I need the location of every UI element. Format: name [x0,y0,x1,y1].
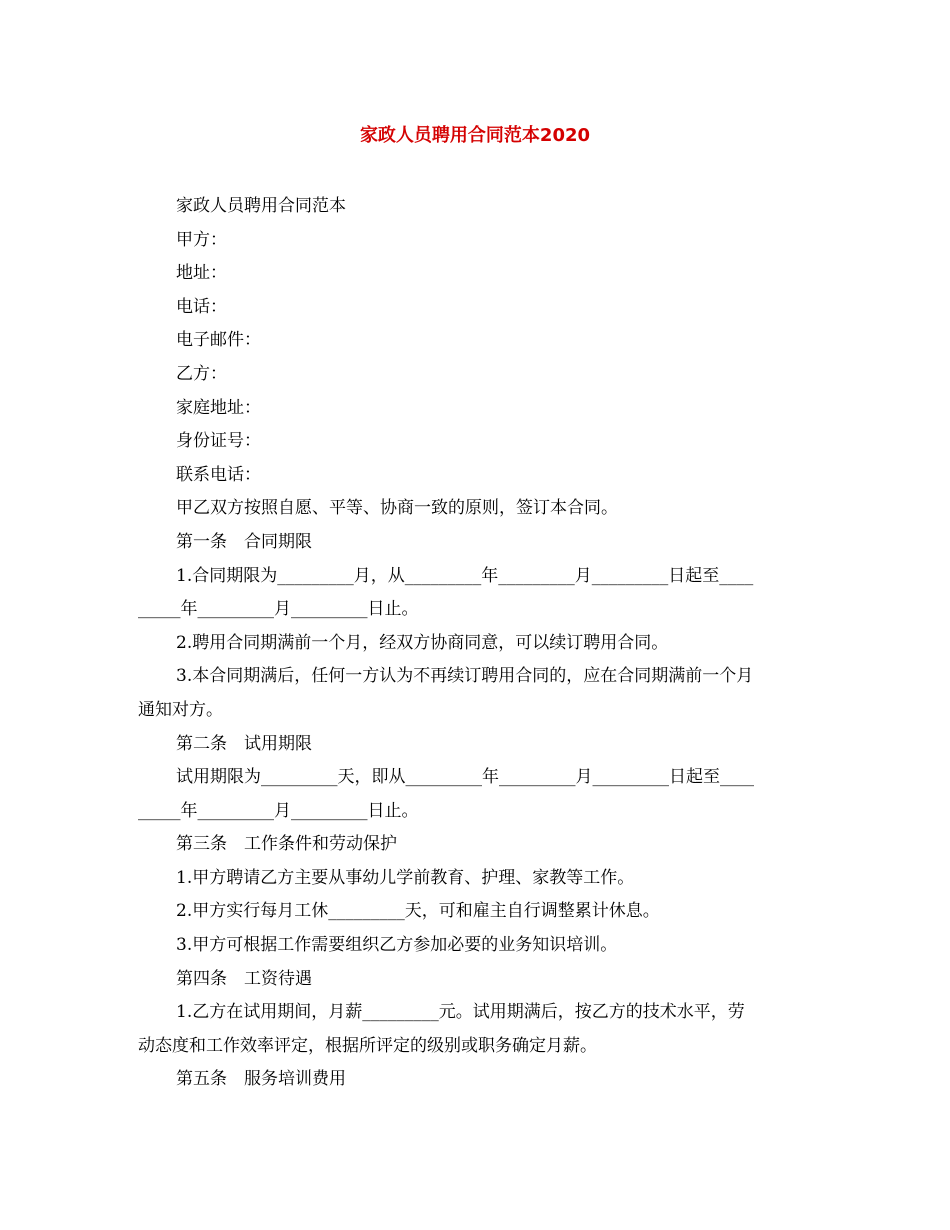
document-line: 2.甲方实行每月工休_________天，可和雇主自行调整累计休息。 [176,901,660,922]
document-title: 家政人员聘用合同范本2020 [359,125,591,146]
document-line: 联系电话： [176,464,261,485]
document-line: 1.乙方在试用期间，月薪_________元。试用期满后，按乙方的技术水平，劳 [176,1002,745,1023]
document-line: 3.甲方可根据工作需要组织乙方参加必要的业务知识培训。 [176,935,618,956]
document-line: 家庭地址： [176,397,261,418]
document-line: 地址： [176,263,227,284]
document-line: _____年_________月_________日止。 [138,800,419,821]
document-line: 乙方： [176,363,227,384]
document-line: _____年_________月_________日止。 [138,599,419,620]
document-line: 甲乙双方按照自愿、平等、协商一致的原则，签订本合同。 [176,498,618,519]
document-line: 3.本合同期满后，任何一方认为不再续订聘用合同的，应在合同期满前一个月 [176,666,754,687]
document-line: 动态度和工作效率评定，根据所评定的级别或职务确定月薪。 [138,1035,597,1056]
document-line: 甲方： [176,229,227,250]
document-line: 通知对方。 [138,699,223,720]
document-line: 第三条 工作条件和劳动保护 [176,834,397,855]
document-line: 身份证号： [176,431,261,452]
document-body [138,190,816,1097]
document-line: 第一条 合同期限 [176,531,312,552]
document-line: 第二条 试用期限 [176,733,312,754]
document-line: 1.甲方聘请乙方主要从事幼儿学前教育、护理、家教等工作。 [176,867,635,888]
document-line: 家政人员聘用合同范本 [176,196,346,216]
document-line: 1.合同期限为_________月，从_________年_________月_________日起至____ [176,565,754,586]
document-line: 试用期限为_________天，即从_________年_________月_________日起至____ [176,767,754,788]
document-line: 2.聘用合同期满前一个月，经双方协商同意，可以续订聘用合同。 [176,632,669,653]
document-line: 电话： [176,296,227,317]
document-line: 第四条 工资待遇 [176,968,312,989]
document-line: 电子邮件： [176,330,261,351]
document-line: 第五条 服务培训费用 [176,1069,346,1090]
